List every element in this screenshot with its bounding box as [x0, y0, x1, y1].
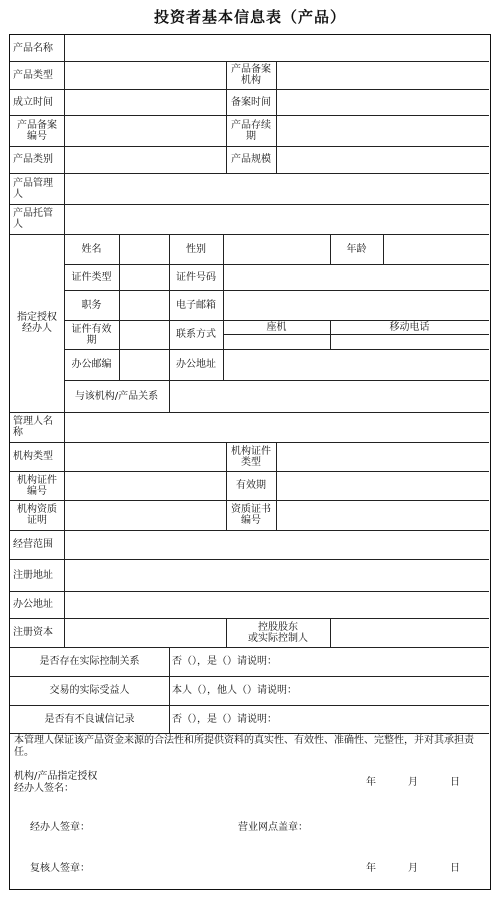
- label-email: [169, 290, 223, 320]
- sign-month-2: 月: [408, 863, 418, 874]
- product-filing-org-field[interactable]: [276, 61, 489, 89]
- label-office-address-text: 办公地址: [13, 599, 53, 610]
- label-product-type-text: 产品类型: [13, 69, 53, 81]
- reg-capital-field[interactable]: [64, 618, 226, 647]
- product-filing-no-field[interactable]: [64, 115, 226, 146]
- label-name-text: 姓名: [81, 243, 102, 255]
- label-id-type-text: 证件类型: [71, 271, 112, 283]
- label-position: [64, 290, 119, 320]
- agent-sign-label: 机构/产品指定授权 经办人签名：: [14, 771, 98, 794]
- label-reg-address-text: 注册地址: [13, 569, 53, 581]
- label-beneficiary-text: 交易的实际受益人: [49, 685, 130, 696]
- label-office-postcode-text: 办公邮编: [71, 359, 112, 370]
- agent-office-address-field[interactable]: [223, 349, 489, 380]
- label-agent-office-address-text: 办公地址: [176, 359, 216, 370]
- label-product-custodian: [10, 204, 67, 234]
- statement-text: 本管理人保证该产品资金来源的合法性和所提供资料的真实性、有效性、准确性、完整性，并对其承担责任。: [14, 735, 474, 758]
- manager-name-field[interactable]: [64, 412, 489, 442]
- label-org-type-text: 机构类型: [13, 451, 53, 462]
- label-qualification-no-text: 资质证书 编号: [231, 504, 271, 526]
- id-validity-field[interactable]: [119, 320, 169, 349]
- handler-sign-label: 经办人签章：: [30, 822, 90, 833]
- label-product-manager-text: 产品管理 人: [13, 177, 53, 200]
- org-type-field[interactable]: [64, 442, 226, 471]
- label-business-scope: [10, 530, 67, 559]
- qualification-no-field[interactable]: [276, 500, 489, 530]
- row-divider: [10, 733, 489, 734]
- label-id-validity-text: 证件有效 期: [71, 323, 112, 346]
- landline-field[interactable]: [223, 334, 330, 349]
- label-contact-text: 联系方式: [176, 329, 216, 340]
- id-type-field[interactable]: [119, 264, 169, 290]
- label-mobile-text: 移动电话: [389, 321, 430, 333]
- relation-field[interactable]: [169, 380, 489, 412]
- label-bad-record-text: 是否有不良诚信记录: [44, 713, 135, 725]
- label-product-type: [10, 61, 67, 89]
- label-age-text: 年龄: [346, 243, 367, 255]
- label-id-validity: [64, 320, 119, 349]
- office-postcode-field[interactable]: [119, 349, 169, 380]
- bad-record-options: [169, 705, 492, 733]
- label-control-relation-text: 是否存在实际控制关系: [39, 656, 140, 667]
- label-reg-capital: [10, 618, 67, 647]
- sign-year-1: 年: [366, 777, 376, 788]
- filing-date-field[interactable]: [276, 89, 489, 115]
- label-control-relation: [10, 647, 169, 676]
- product-type-field[interactable]: [64, 61, 226, 89]
- label-agent-text: 指定授权 经办人: [17, 312, 57, 334]
- sign-day-1: 日: [450, 777, 460, 788]
- label-qualification-text: 机构资质 证明: [17, 504, 57, 526]
- label-product-name: [10, 35, 67, 61]
- page-title: 投资者基本信息表（产品）: [153, 8, 346, 26]
- label-product-manager: [10, 173, 67, 204]
- label-gender: [169, 234, 223, 264]
- id-number-field[interactable]: [223, 264, 489, 290]
- org-cert-no-field[interactable]: [64, 471, 226, 500]
- product-category-field[interactable]: [64, 146, 226, 173]
- sign-year-2: 年: [366, 863, 376, 874]
- product-scale-field[interactable]: [276, 146, 489, 173]
- label-product-duration-text: 产品存续 期: [231, 119, 271, 142]
- established-date-field[interactable]: [64, 89, 226, 115]
- label-reg-address: [10, 559, 67, 591]
- label-gender-text: 性别: [186, 243, 206, 255]
- email-field[interactable]: [223, 290, 489, 320]
- label-bad-record: [10, 705, 169, 733]
- gender-field[interactable]: [223, 234, 330, 264]
- mobile-field[interactable]: [330, 334, 489, 349]
- label-controlling-text: 控股股东 或实际控制人: [248, 621, 308, 644]
- label-product-name-text: 产品名称: [13, 42, 53, 54]
- bad-record-options-text: 否（），是（）请说明：: [172, 713, 277, 725]
- label-validity: [226, 471, 276, 500]
- label-relation-text: 与该机构/产品关系: [74, 390, 159, 402]
- label-age: [330, 234, 383, 264]
- label-product-filing-no-text: 产品备案 编号: [17, 119, 57, 142]
- business-scope-field[interactable]: [64, 530, 489, 559]
- label-business-scope-text: 经营范围: [13, 539, 53, 550]
- label-filing-date: [226, 89, 276, 115]
- investor-info-form: [9, 34, 491, 890]
- label-beneficiary: [10, 676, 169, 705]
- label-mobile: [330, 320, 489, 334]
- name-field[interactable]: [119, 234, 169, 264]
- label-agent: [10, 234, 64, 412]
- product-custodian-field[interactable]: [64, 204, 489, 234]
- label-contact: [169, 320, 223, 349]
- label-product-duration: [226, 115, 276, 146]
- reg-address-field[interactable]: [64, 559, 489, 591]
- label-product-filing-no: [10, 115, 64, 146]
- label-org-cert-type: [226, 442, 276, 471]
- product-manager-field[interactable]: [64, 173, 489, 204]
- office-address-field[interactable]: [64, 591, 489, 618]
- reviewer-sign-label: 复核人签章：: [30, 863, 90, 874]
- label-established-date: [10, 89, 67, 115]
- label-manager-name: [10, 412, 67, 442]
- label-product-scale-text: 产品规模: [231, 154, 271, 165]
- label-relation: [64, 380, 169, 412]
- label-product-custodian-text: 产品托管 人: [13, 208, 53, 230]
- label-product-category: [10, 146, 67, 173]
- label-landline: [223, 320, 330, 334]
- control-relation-options-text: 否（），是（）请说明：: [172, 656, 277, 667]
- branch-seal-label: 营业网点盖章：: [238, 822, 308, 833]
- label-id-type: [64, 264, 119, 290]
- control-relation-options: [169, 647, 492, 676]
- label-filing-date-text: 备案时间: [231, 96, 271, 108]
- org-cert-type-field[interactable]: [276, 442, 489, 471]
- label-name: [64, 234, 119, 264]
- age-field[interactable]: [383, 234, 489, 264]
- label-product-scale: [226, 146, 276, 173]
- label-id-number: [169, 264, 223, 290]
- label-reg-capital-text: 注册资本: [13, 627, 53, 638]
- label-office-address: [10, 591, 67, 618]
- label-validity-text: 有效期: [236, 480, 266, 491]
- product-name-field[interactable]: [64, 35, 489, 61]
- label-qualification: [10, 500, 64, 530]
- sign-day-2: 日: [450, 863, 460, 874]
- label-qualification-no: [226, 500, 276, 530]
- label-established-date-text: 成立时间: [13, 96, 53, 108]
- position-field[interactable]: [119, 290, 169, 320]
- label-landline-text: 座机: [266, 321, 287, 333]
- label-org-cert-no-text: 机构证件 编号: [17, 474, 57, 497]
- label-org-type: [10, 442, 67, 471]
- label-controlling: [226, 618, 330, 647]
- validity-field[interactable]: [276, 471, 489, 500]
- beneficiary-options-text: 本人（），他人（）请说明：: [172, 685, 297, 696]
- qualification-field[interactable]: [64, 500, 226, 530]
- label-office-postcode: [64, 349, 119, 380]
- label-agent-office-address: [169, 349, 223, 380]
- controlling-field[interactable]: [330, 618, 489, 647]
- label-product-category-text: 产品类别: [13, 154, 53, 165]
- beneficiary-options: [169, 676, 492, 705]
- label-manager-name-text: 管理人名 称: [13, 416, 53, 438]
- label-id-number-text: 证件号码: [176, 271, 216, 283]
- label-position-text: 职务: [81, 299, 102, 311]
- label-email-text: 电子邮箱: [176, 299, 216, 311]
- product-duration-field[interactable]: [276, 115, 489, 146]
- label-org-cert-no: [10, 471, 64, 500]
- label-product-filing-org: [226, 61, 276, 89]
- label-org-cert-type-text: 机构证件 类型: [231, 445, 271, 468]
- label-product-filing-org-text: 产品备案 机构: [231, 64, 271, 86]
- sign-month-1: 月: [408, 777, 418, 788]
